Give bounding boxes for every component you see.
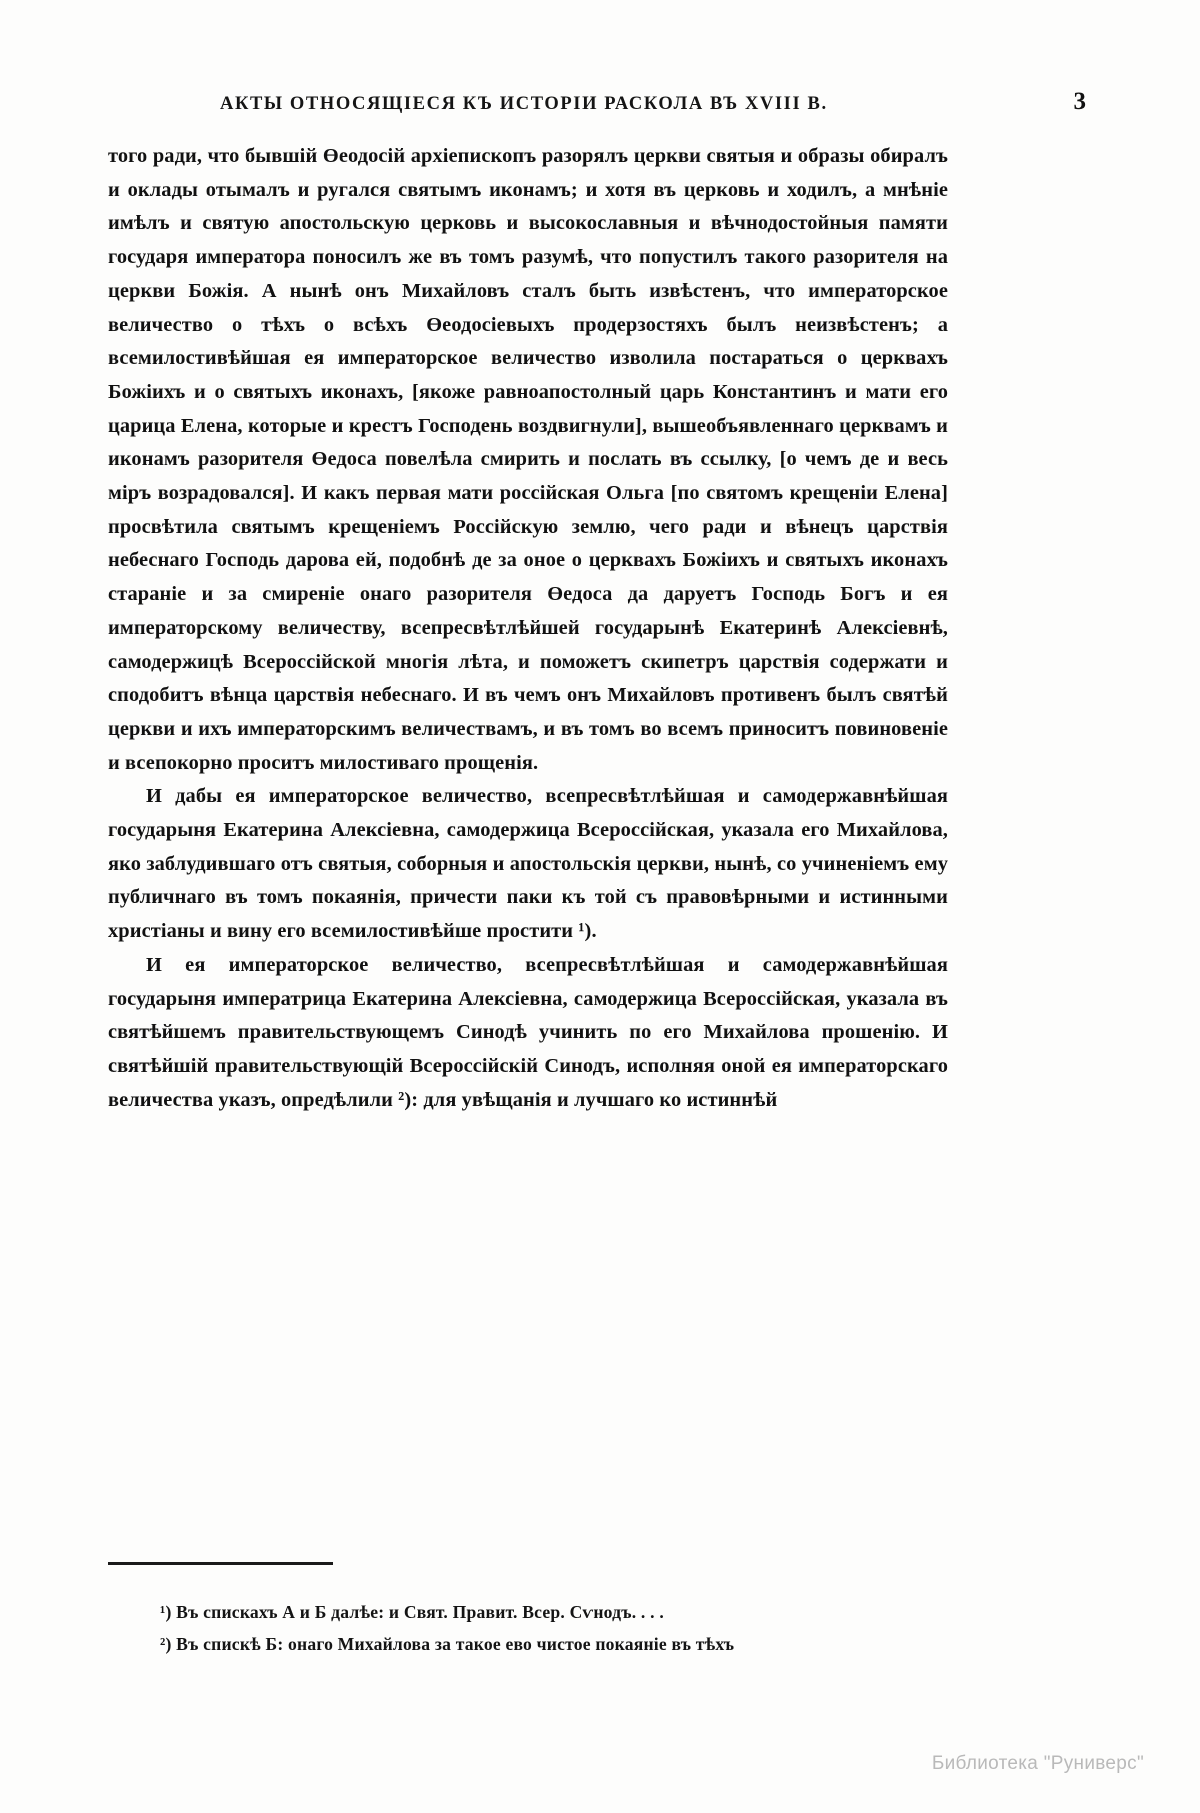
page-number: 3 [1073,88,1086,115]
library-watermark: Библиотека "Руниверс" [931,1753,1144,1774]
running-title: АКТЫ ОТНОСЯЩІЕСЯ КЪ ИСТОРІИ РАСКОЛА ВЪ XVIII В. [220,94,828,114]
paragraph: И дабы ея императорское величество, всепресвѣтлѣйшая и самодержавнѣйшая государыня Екатерина Алексіевна, самодержица Всероссійская, указала его Михайлова, яко заблудившаго отъ святыя, соборныя и апостольскія церкви, нынѣ, со учиненіемъ ему публичнаго въ томъ покаянія, причести паки къ той съ правовѣрными и истинными христіаны и вину его всемилостивѣйше простити ¹). [108,785,948,943]
footnote-divider [108,1562,333,1565]
body-text [108,140,948,1117]
footnote-item: ¹) Въ спискахъ А и Б далѣе: и Свят. Правит. Всер. Сѵнодъ. . . . [160,1602,664,1622]
footnote-block [108,1596,1068,1660]
paragraph: того ради, что бывшій Өеодосій архіепископъ разорялъ церкви святыя и образы обиралъ и оклады отымалъ и ругался святымъ иконамъ; и хотя въ церковь и ходилъ, а мнѣніе имѣлъ и святую апостольскую церковь и высокославныя и вѣчнодостойныя памяти государя императора поносилъ же въ томъ разумѣ, что попустилъ такого разорителя на церкви Божія. А нынѣ онъ Михайловъ сталъ быть извѣстенъ, что императорское величество о тѣхъ о всѣхъ Өеодосіевыхъ продерзостяхъ былъ неизвѣстенъ; а всемилостивѣйшая ея императорское величество изволила постараться о церквахъ Божіихъ и о святыхъ иконахъ, [якоже равноапостолный царь Константинъ и мати его царица Елена, которые и крестъ Господень воздвигнули], вышеобъявленнаго церквамъ и иконамъ разорителя Өедоса повелѣла смирить и послать въ ссылку, [о чемъ де и весь міръ возрадовался]. И какъ первая мати россійская Ольга [по святомъ крещеніи Елена] просвѣтила святымъ крещеніемъ Россійскую землю, чего ради и вѣнецъ царствія небеснаго Господь дарова ей, подобнѣ де за оное о церквахъ Божіихъ и святыхъ иконахъ стараніе и за смиреніе онаго разорителя Өедоса да даруетъ Господь Богъ и ея императорскому величеству, всепресвѣтлѣйшей государынѣ Екатеринѣ Алексіевнѣ, самодержицѣ Всероссійской многія лѣта, и поможетъ скипетръ царствія содержати и сподобитъ вѣнца царствія небеснаго. И въ чемъ онъ Михайловъ противенъ былъ святѣй церкви и ихъ императорскимъ величествамъ, и въ томъ во всемъ приноситъ повиновеніе и всепокорно проситъ милостиваго прощенія. [108,145,948,774]
page-header [110,88,1090,116]
paragraph: И ея императорское величество, всепресвѣтлѣйшая и самодержавнѣйшая государыня императрица Екатерина Алексіевна, самодержица Всероссійская, указала въ святѣйшемъ правительствующемъ Синодѣ учинить по его Михайлова прошенію. И святѣйшій правительствующій Всероссійскій Синодъ, исполняя оной ея императорскаго величества указъ, опредѣлили ²): для увѣщанія и лучшаго ко истиннѣй [108,953,948,1111]
footnote-item: ²) Въ спискѣ Б: онаго Михайлова за такое ево чистое покаяніе въ тѣхъ [160,1634,735,1654]
